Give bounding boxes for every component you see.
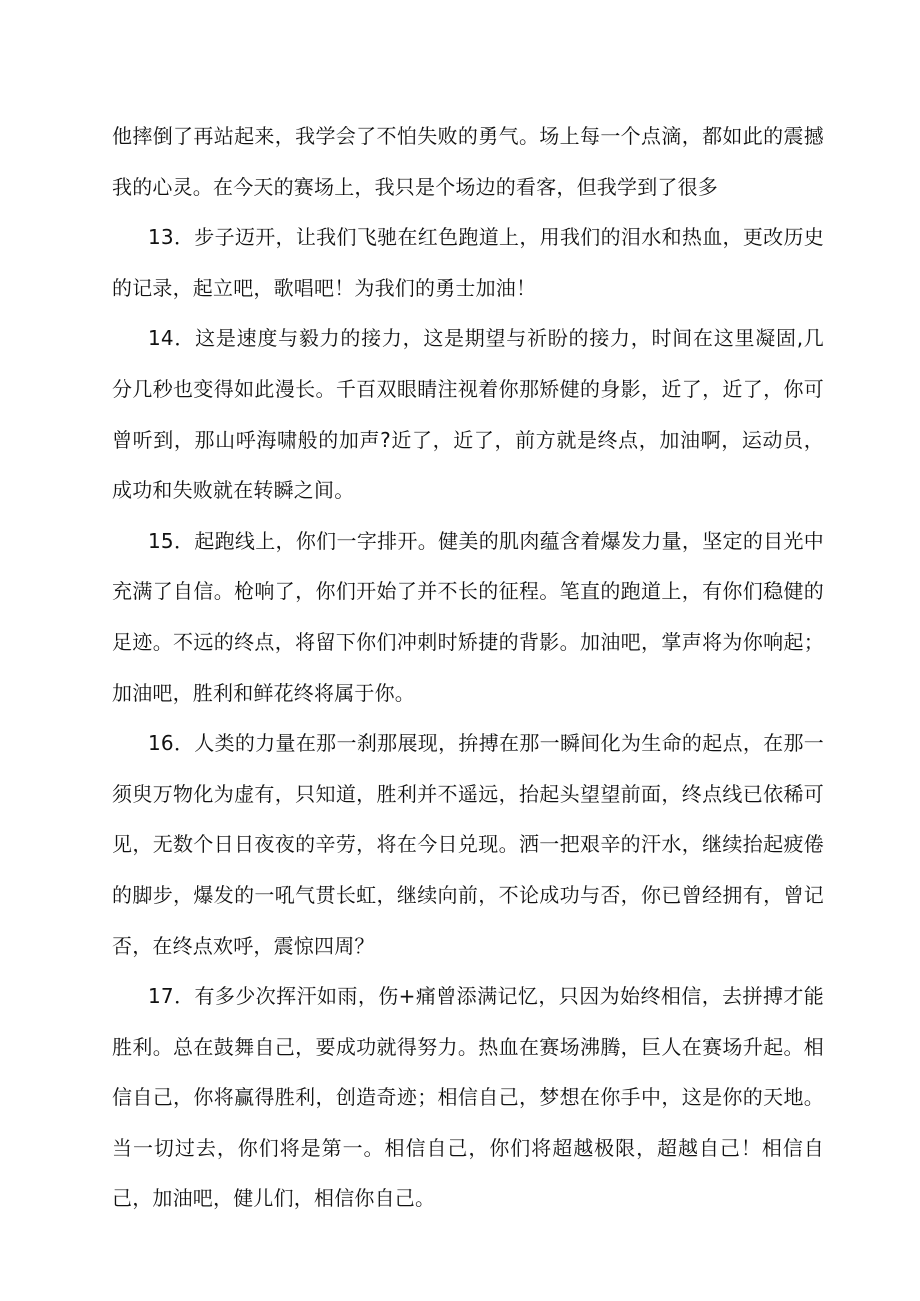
paragraph-14: 14．这是速度与毅力的接力，这是期望与祈盼的接力，时间在这里凝固,几分几秒也变得如此漫长。千百双眼睛注视着你那矫健的身影，近了，近了，你可曾听到，那山呼海啸般的加声?近了，近了，前方就是终点，加油啊，运动员，成功和失败就在转瞬之间。: [112, 326, 824, 503]
document-body: [112, 111, 824, 1224]
paragraph-16: 16．人类的力量在那一刹那展现，拚搏在那一瞬间化为生命的起点，在那一须臾万物化为虚有，只知道，胜利并不遥远，抬起头望望前面，终点线已依稀可见，无数个日日夜夜的辛劳，将在今日兑现。洒一把艰辛的汗水，继续抬起疲倦的脚步，爆发的一吼气贯长虹，继续向前，不论成功与否，你已曾经拥有，曾记否，在终点欢呼，震惊四周？: [112, 731, 824, 958]
paragraph-continuation: 他摔倒了再站起来，我学会了不怕失败的勇气。场上每一个点滴，都如此的震撼我的心灵。在今天的赛场上，我只是个场边的看客，但我学到了很多: [112, 124, 824, 199]
paragraph-13: 13．步子迈开，让我们飞驰在红色跑道上，用我们的泪水和热血，更改历史的记录，起立吧，歌唱吧！为我们的勇士加油！: [112, 225, 824, 300]
paragraph-17: 17．有多少次挥汗如雨，伤+痛曾添满记忆，只因为始终相信，去拼搏才能胜利。总在鼓舞自己，要成功就得努力。热血在赛场沸腾，巨人在赛场升起。相信自己，你将赢得胜利，创造奇迹；相信自己，梦想在你手中，这是你的天地。当一切过去，你们将是第一。相信自己，你们将超越极限，超越自己！相信自己，加油吧，健儿们，相信你自己。: [112, 984, 824, 1211]
paragraph-15: 15．起跑线上，你们一字排开。健美的肌肉蕴含着爆发力量，坚定的目光中充满了自信。枪响了，你们开始了并不长的征程。笔直的跑道上，有你们稳健的足迹。不远的终点，将留下你们冲刺时矫捷的背影。加油吧，掌声将为你响起；加油吧，胜利和鲜花终将属于你。: [112, 528, 824, 705]
